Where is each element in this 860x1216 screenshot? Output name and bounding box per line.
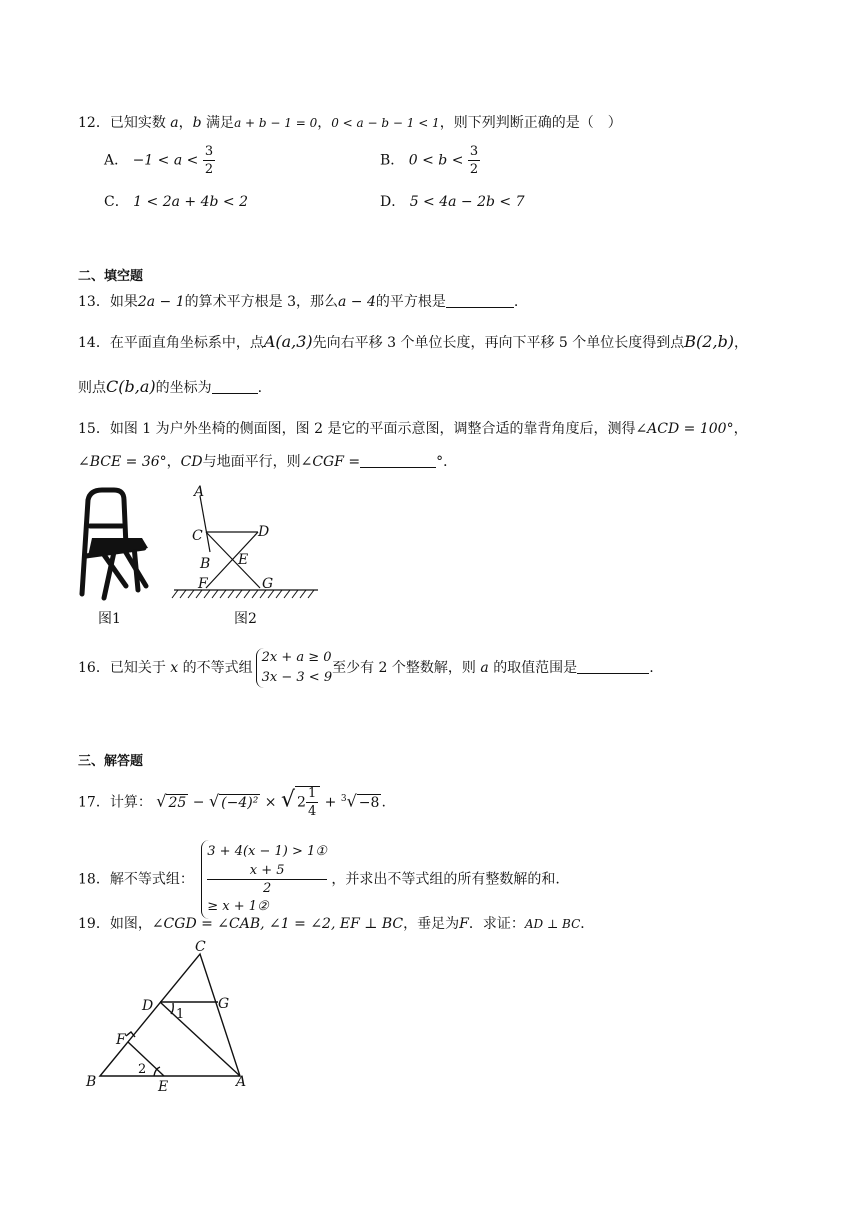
label-e: E bbox=[158, 1079, 169, 1095]
label-b: B bbox=[86, 1074, 97, 1090]
section-heading-fill-in: 二、填空题 bbox=[78, 269, 144, 284]
label-f: F bbox=[116, 1032, 126, 1048]
figure-2-caption: 图2 bbox=[234, 611, 257, 627]
option-b: B． 0 < b < $\frac{3}{2}$ bbox=[380, 144, 479, 177]
question-number: 12． bbox=[78, 115, 110, 131]
question-15-line2: ∠BCE = 36°，CD与地面平行，则∠CGF = °． bbox=[78, 454, 458, 470]
chair-figure bbox=[74, 486, 154, 606]
option-a: A． −1 < a < $\frac{3}{2}$ bbox=[104, 144, 214, 177]
option-d: D． 5 < 4a − 2b < 7 bbox=[380, 194, 525, 210]
question-16: 16．已知关于 x 的不等式组 2x + a ≥ 0 3x − 3 < 9 至少有 2 个整数解，则 a 的取值范围是 . bbox=[78, 648, 654, 688]
label-c: C bbox=[192, 528, 203, 544]
question-15-line1: 15．如图 1 为户外坐椅的侧面图，图 2 是它的平面示意图，调整合适的靠背角度后，测得∠ACD = 100°， bbox=[78, 421, 748, 437]
question-17: 17．计算： √ 25 − √ (−4)² × √ 2 $\frac{1}{4}$ + $^3$√ −8 . bbox=[78, 786, 386, 819]
label-a: A bbox=[194, 484, 205, 500]
label-b: B bbox=[200, 556, 211, 572]
question-18: 18．解不等式组： 3 + 4(x − 1) > 1① x + 5 2 ≥ x + 1② ，并求出不等式组的所有整数解的和. bbox=[78, 840, 560, 919]
label-f: F bbox=[198, 576, 208, 592]
angle-1-label: 1 bbox=[176, 1007, 185, 1022]
angle-2-label: 2 bbox=[138, 1062, 147, 1077]
label-d: D bbox=[142, 998, 154, 1014]
fraction: $\frac{3}{2}$ bbox=[204, 144, 214, 177]
figure-1-caption: 图1 bbox=[98, 611, 121, 627]
answer-blank[interactable] bbox=[360, 467, 436, 468]
answer-blank[interactable] bbox=[446, 307, 514, 308]
label-g: G bbox=[262, 576, 274, 592]
label-e: E bbox=[238, 552, 249, 568]
label-d: D bbox=[258, 524, 270, 540]
question-14-line1: 14．在平面直角坐标系中，点A(a,3)先向右平移 3 个单位长度，再向下平移 5 个单位长度得到点B(2,b)， bbox=[78, 332, 749, 351]
label-a: A bbox=[236, 1074, 247, 1090]
option-c: C． 1 < 2a + 4b < 2 bbox=[104, 194, 249, 210]
chair-schematic-figure bbox=[168, 482, 328, 604]
answer-blank[interactable] bbox=[577, 673, 649, 674]
question-12: 12．已知实数 a，b 满足a + b − 1 = 0，0 < a − b − 1 < 1，则下列判断正确的是（ ） bbox=[78, 115, 622, 131]
inequality-system: 3 + 4(x − 1) > 1① x + 5 2 ≥ x + 1② bbox=[201, 840, 327, 919]
inequality-system: 2x + a ≥ 0 3x − 3 < 9 bbox=[256, 648, 332, 688]
question-19: 19．如图，∠CGD = ∠CAB, ∠1 = ∠2, EF ⊥ BC，垂足为F．求证：AD ⊥ BC． bbox=[78, 916, 595, 932]
triangle-figure bbox=[78, 936, 258, 1096]
answer-blank[interactable] bbox=[212, 393, 258, 394]
question-14-line2: 则点C(b,a)的坐标为 . bbox=[78, 377, 263, 396]
question-13: 13．如果2a − 1的算术平方根是 3，那么a − 4的平方根是 . bbox=[78, 294, 519, 310]
label-g: G bbox=[218, 996, 230, 1012]
label-c: C bbox=[195, 939, 206, 955]
section-heading-solve: 三、解答题 bbox=[78, 754, 144, 769]
fraction: $\frac{3}{2}$ bbox=[469, 144, 479, 177]
